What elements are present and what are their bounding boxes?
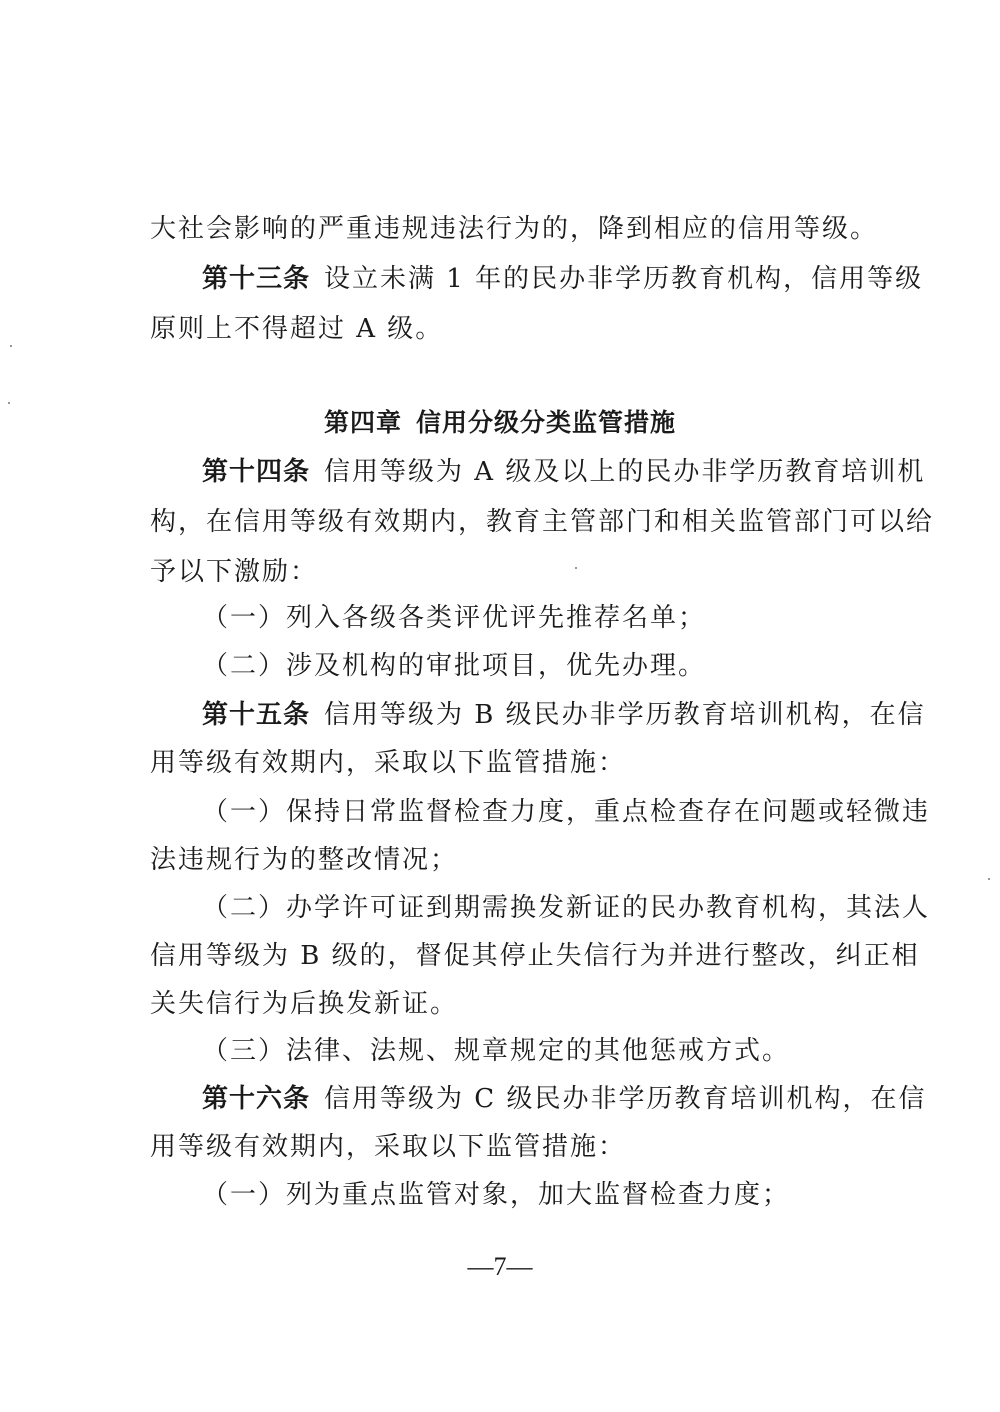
line-text: （一）列入各级各类评优评先推荐名单；: [202, 603, 707, 633]
line-text: 设立未满 1 年的民办非学历教育机构，信用等级: [324, 264, 924, 294]
article-label: 第十四条: [202, 457, 311, 487]
line-text: 信用等级为 B 级的，督促其停止失信行为并进行整改，纠正相: [150, 941, 920, 971]
list-item: [202, 1036, 870, 1066]
text-line: [150, 507, 935, 537]
line-text: 大社会影响的严重违规违法行为的，降到相应的信用等级。: [150, 214, 879, 244]
chapter-heading: [0, 408, 1000, 438]
line-text: （二）涉及机构的审批项目，优先办理。: [202, 651, 707, 681]
scan-speck: [8, 402, 10, 404]
line-text: 予以下激励：: [150, 557, 319, 587]
article-15-line: [202, 700, 926, 730]
text-line: [150, 557, 870, 587]
line-text: 信用等级为 B 级民办非学历教育培训机构，在信: [324, 700, 926, 730]
scan-speck: [988, 878, 990, 880]
article-label: 第十五条: [202, 700, 311, 730]
page-number: —7—: [467, 1252, 533, 1281]
line-text: 信用等级为 A 级及以上的民办非学历教育培训机: [324, 457, 926, 487]
text-line: [150, 748, 870, 778]
article-label: 第十六条: [202, 1084, 311, 1114]
line-text: （一）保持日常监督检查力度，重点检查存在问题或轻微违: [202, 797, 931, 827]
list-item: [202, 603, 870, 633]
text-line: [150, 989, 870, 1019]
text-line: [150, 1132, 870, 1162]
text-line: [150, 845, 870, 875]
line-text: （三）法律、法规、规章规定的其他惩戒方式。: [202, 1036, 791, 1066]
scan-speck: [10, 345, 12, 347]
line-text: 用等级有效期内，采取以下监管措施：: [150, 1132, 627, 1162]
line-text: 关失信行为后换发新证。: [150, 989, 459, 1019]
list-item: [202, 1180, 870, 1210]
line-text: 构，在信用等级有效期内，教育主管部门和相关监管部门可以给: [150, 507, 935, 537]
article-14-line: [202, 457, 926, 487]
chapter-title: 信用分级分类监管措施: [416, 408, 677, 437]
chapter-number: 第四章: [323, 408, 402, 437]
text-line: [150, 314, 870, 344]
line-text: 原则上不得超过 A 级。: [150, 314, 444, 344]
line-text: 用等级有效期内，采取以下监管措施：: [150, 748, 627, 778]
list-item: [202, 797, 931, 827]
article-13-line: [202, 264, 924, 294]
article-16-line: [202, 1084, 927, 1114]
line-text: 法违规行为的整改情况；: [150, 845, 459, 875]
article-label: 第十三条: [202, 264, 311, 294]
list-item: [202, 893, 931, 923]
line-text: （二）办学许可证到期需换发新证的民办教育机构，其法人: [202, 893, 931, 923]
text-line: [150, 941, 920, 971]
text-line: [150, 214, 879, 244]
line-text: （一）列为重点监管对象，加大监督检查力度；: [202, 1180, 791, 1210]
list-item: [202, 651, 870, 681]
line-text: 信用等级为 C 级民办非学历教育培训机构，在信: [324, 1084, 927, 1114]
